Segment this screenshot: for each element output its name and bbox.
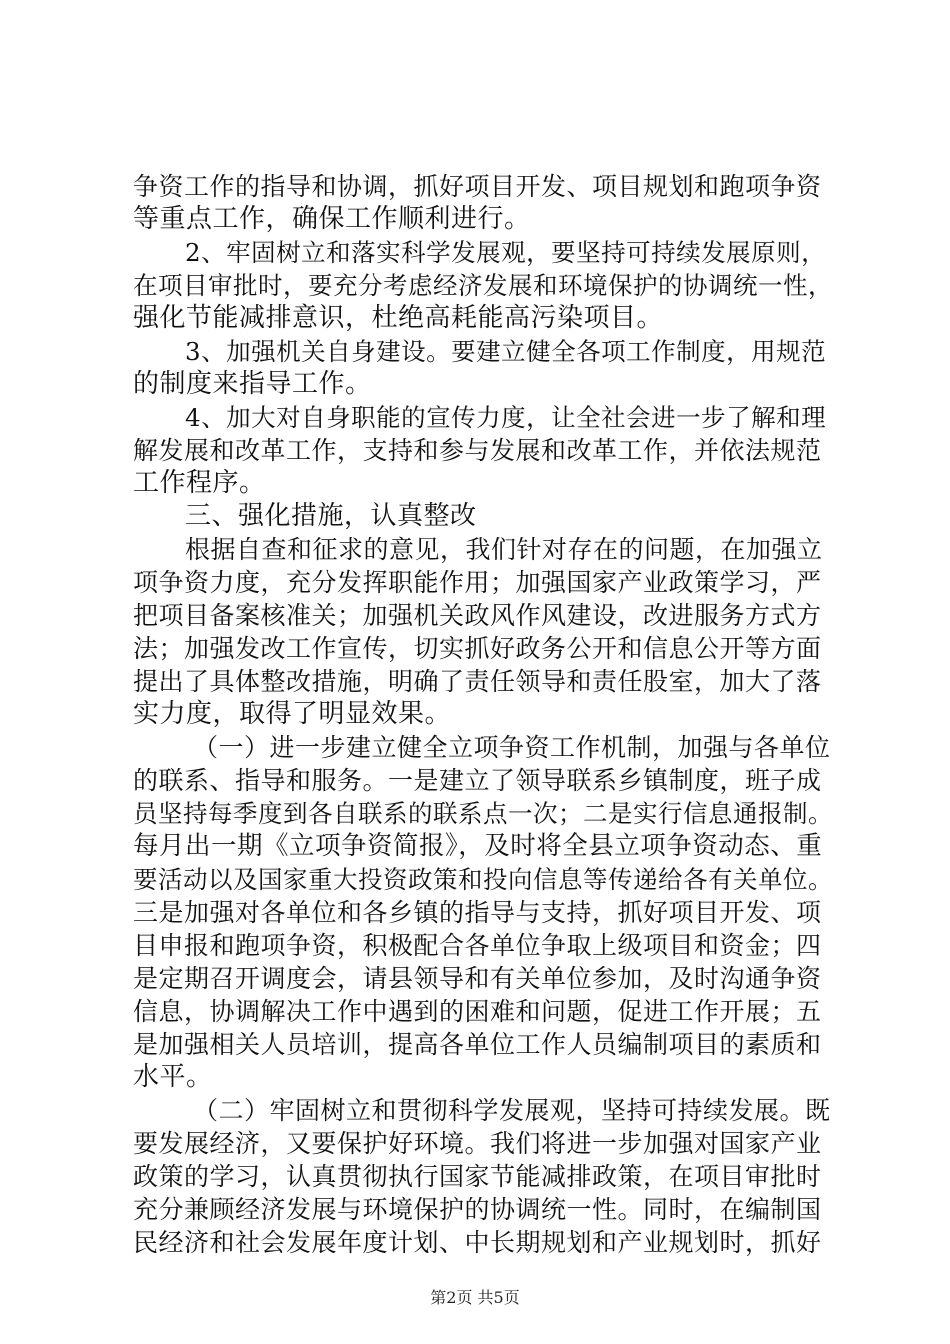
text-line: 要发展经济，又要保护好环境。我们将进一步加强对国家产业 xyxy=(133,1129,822,1158)
text-line: 3、加强机关自身建设。要建立健全各项工作制度，用规范 xyxy=(185,337,827,366)
text-line: 强化节能减排意识，杜绝高耗能高污染项目。 xyxy=(133,303,664,333)
text-line: 员坚持每季度到各自联系的联系点一次；二是实行信息通报制。 xyxy=(133,799,833,828)
text-line: 法；加强发改工作宣传，切实抓好政务公开和信息公开等方面 xyxy=(133,634,822,663)
text-line: 三、强化措施，认真整改 xyxy=(185,501,477,531)
text-line: 把项目备案核准关；加强机关政风作风建设，改进服务方式方 xyxy=(133,601,822,630)
text-line: 争资工作的指导和协调，抓好项目开发、项目规划和跑项争资 xyxy=(133,172,822,201)
text-line: 政策的学习，认真贯彻执行国家节能减排政策，在项目审批时 xyxy=(133,1162,822,1191)
text-line: 实力度，取得了明显效果。 xyxy=(133,699,452,729)
text-line: （一）进一步建立健全立项争资工作机制，加强与各单位 xyxy=(193,733,831,762)
text-line: 是加强相关人员培训，提高各单位工作人员编制项目的素质和 xyxy=(133,1030,822,1059)
text-line: 信息，协调解决工作中遇到的困难和问题，促进工作开展；五 xyxy=(133,997,822,1026)
text-line: 充分兼顾经济发展与环境保护的协调统一性。同时，在编制国 xyxy=(133,1195,822,1224)
text-line: 项争资力度，充分发挥职能作用；加强国家产业政策学习，严 xyxy=(133,568,822,597)
text-line: 提出了具体整改措施，明确了责任领导和责任股室，加大了落 xyxy=(133,667,822,696)
text-line: 是定期召开调度会，请县领导和有关单位参加，及时沟通争资 xyxy=(133,964,822,993)
text-line: 每月出一期《立项争资简报》，及时将全县立项争资动态、重 xyxy=(133,831,823,861)
text-line: 的联系、指导和服务。一是建立了领导联系乡镇制度，班子成 xyxy=(133,766,822,795)
text-line: 等重点工作，确保工作顺利进行。 xyxy=(133,204,531,234)
document-body xyxy=(133,170,833,1259)
text-line: 2、牢固树立和落实科学发展观，要坚持可持续发展原则， xyxy=(185,238,827,267)
text-line: 民经济和社会发展年度计划、中长期规划和产业规划时，抓好 xyxy=(133,1228,822,1257)
text-line: （二）牢固树立和贯彻科学发展观，坚持可持续发展。既 xyxy=(193,1096,831,1125)
text-line: 水平。 xyxy=(133,1062,213,1092)
text-line: 根据自查和征求的意见，我们针对存在的问题，在加强立 xyxy=(185,535,823,564)
text-line: 解发展和改革工作，支持和参与发展和改革工作，并依法规范 xyxy=(133,436,822,465)
page-footer: 第2页 共5页 xyxy=(430,1288,520,1307)
text-line: 的制度来指导工作。 xyxy=(133,369,372,399)
text-line: 要活动以及国家重大投资政策和投向信息等传递给各有关单位。 xyxy=(133,865,833,894)
text-line: 4、加大对自身职能的宣传力度，让全社会进一步了解和理 xyxy=(185,403,827,432)
text-line: 三是加强对各单位和各乡镇的指导与支持，抓好项目开发、项 xyxy=(133,898,822,927)
text-line: 目申报和跑项争资，积极配合各单位争取上级项目和资金；四 xyxy=(133,931,822,960)
text-line: 工作程序。 xyxy=(133,468,266,498)
text-line: 在项目审批时，要充分考虑经济发展和环境保护的协调统一性， xyxy=(133,271,833,300)
